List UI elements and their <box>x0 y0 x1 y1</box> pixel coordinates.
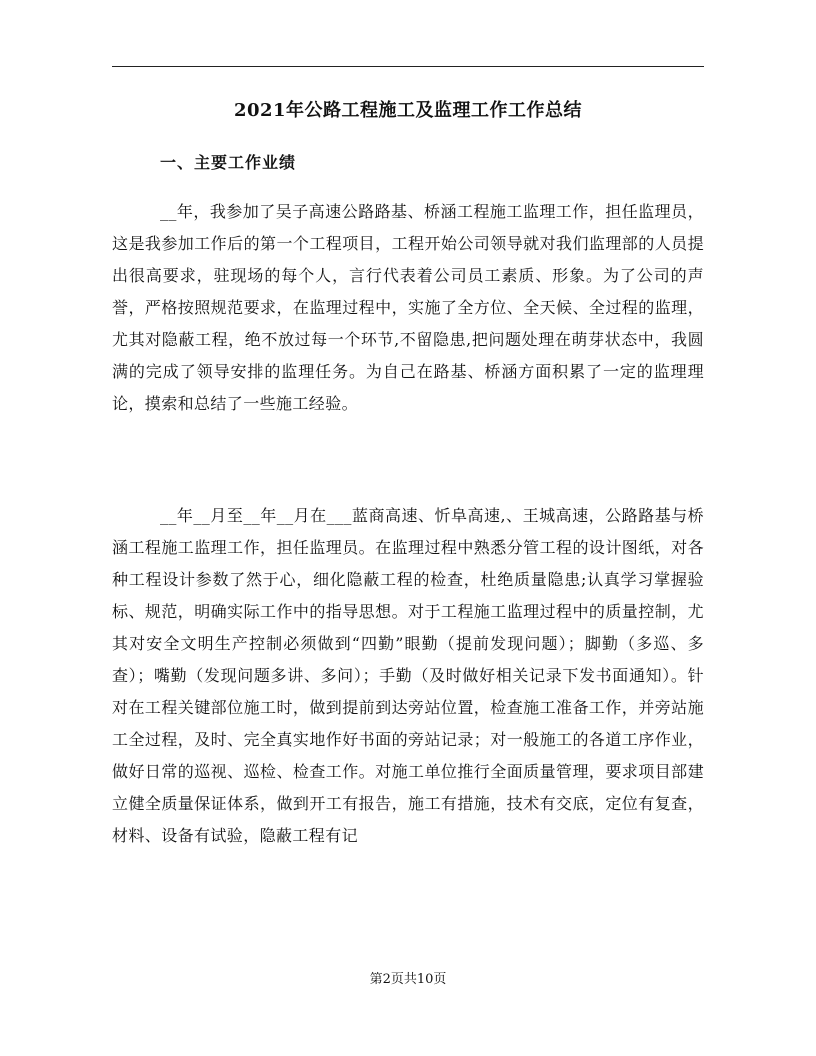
body-paragraph: __年，我参加了吴子高速公路路基、桥涵工程施工监理工作，担任监理员，这是我参加工作后的第一个工程项目，工程开始公司领导就对我们监理部的人员提出很高要求，驻现场的每个人，言行代表着公司员工素质、形象。为了公司的声誉，严格按照规范要求，在监理过程中，实施了全方位、全天候、全过程的监理，尤其对隐蔽工程，绝不放过每一个环节,不留隐患,把问题处理在萌芽状态中，我圆满的完成了领导安排的监理任务。为自己在路基、桥涵方面积累了一定的监理理论，摸索和总结了一些施工经验。 <box>112 202 704 413</box>
page-number-footer: 第2页共10页 <box>369 972 447 987</box>
body-paragraph: __年__月至__年__月在___蓝商高速、忻阜高速,、王城高速，公路路基与桥涵工程施工监理工作，担任监理员。在监理过程中熟悉分管工程的设计图纸，对各种工程设计参数了然于心，细化隐蔽工程的检查，杜绝质量隐患;认真学习掌握验标、规范，明确实际工作中的指导思想。对于工程施工监理过程中的质量控制，尤其对安全文明生产控制必须做到“四勤”眼勤（提前发现问题）；脚勤（多巡、多查）；嘴勤（发现问题多讲、多问）；手勤（及时做好相关记录下发书面通知）。针对在工程关键部位施工时，做到提前到达旁站位置，检查施工准备工作，并旁站施工全过程，及时、完全真实地作好书面的旁站记录；对一般施工的各道工序作业，做好日常的巡视、巡检、检查工作。对施工单位推行全面质量管理，要求项目部建立健全质量保证体系，做到开工有报告，施工有措施，技术有交底，定位有复查，材料、设备有试验，隐蔽工程有记 <box>112 506 704 845</box>
header-rule <box>112 66 704 67</box>
document-title: 2021年公路工程施工及监理工作工作总结 <box>233 100 583 121</box>
section-heading: 一、主要工作业绩 <box>160 153 297 172</box>
